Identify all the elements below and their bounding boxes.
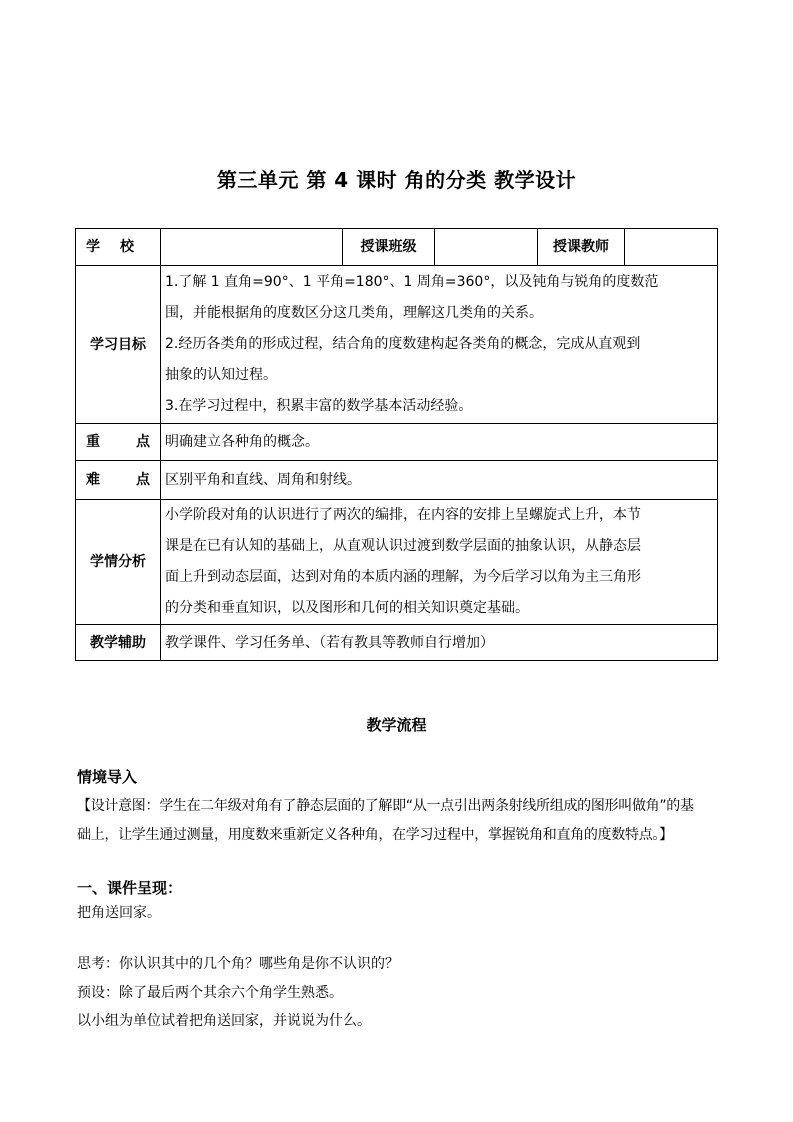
teacher-value	[625, 229, 718, 266]
analysis-content	[161, 500, 718, 625]
analysis-label: 学情分析	[76, 500, 161, 625]
teacher-label: 授课教师	[538, 229, 625, 266]
key-points-label: 重点	[76, 424, 161, 461]
table-row	[76, 500, 718, 625]
part1-heading: 一、课件呈现：	[77, 879, 183, 897]
objective-line: 1.了解 1 直角=90°、1 平角=180°、1 周角=360°，以及钝角与锐角的度数范	[165, 274, 659, 290]
intro-line: 【设计意图：学生在二年级对角有了静态层面的了解即“从一点引出两条射线所组成的图形叫做角”的基	[77, 798, 694, 814]
intro-heading: 情境导入	[77, 768, 138, 786]
analysis-line: 的分类和垂直知识，以及图形和几何的相关知识奠定基础。	[165, 600, 529, 616]
aids-value: 教学课件、学习任务单、（若有教具等教师自行增加）	[161, 625, 718, 661]
objectives-label: 学习目标	[76, 266, 161, 424]
process-heading: 教学流程	[366, 716, 427, 734]
school-value	[161, 229, 343, 266]
page-title: 第三单元 第 4 课时 角的分类 教学设计	[216, 168, 577, 192]
objective-line: 围，并能根据角的度数区分这几类角，理解这几类角的关系。	[165, 305, 543, 321]
group-text: 以小组为单位试着把角送回家，并说说为什么。	[77, 1013, 371, 1029]
table-row	[76, 424, 718, 461]
objective-line: 3.在学习过程中，积累丰富的数学基本活动经验。	[165, 398, 473, 414]
aids-label: 教学辅助	[76, 625, 161, 661]
key-points-value: 明确建立各种角的概念。	[161, 424, 718, 461]
analysis-line: 面上升到动态层面，达到对角的本质内涵的理解，为今后学习以角为主三角形	[165, 569, 641, 585]
lesson-info-table	[75, 228, 718, 661]
table-row	[76, 461, 718, 500]
table-row	[76, 229, 718, 266]
think-text: 思考：你认识其中的几个角？哪些角是你不认识的？	[77, 956, 399, 972]
difficulties-label: 难点	[76, 461, 161, 500]
part1-text: 把角送回家。	[77, 905, 161, 921]
class-label: 授课班级	[343, 229, 435, 266]
preset-text: 预设：除了最后两个其余六个角学生熟悉。	[77, 985, 343, 1001]
school-label: 学校	[76, 229, 161, 266]
difficulties-value: 区别平角和直线、周角和射线。	[161, 461, 718, 500]
objectives-content	[161, 266, 718, 424]
class-value	[435, 229, 538, 266]
table-row	[76, 266, 718, 424]
analysis-line: 课是在已有认知的基础上，从直观认识过渡到数学层面的抽象认识，从静态层	[165, 538, 641, 554]
table-row	[76, 625, 718, 661]
objective-line: 抽象的认知过程。	[165, 367, 277, 383]
analysis-line: 小学阶段对角的认识进行了两次的编排，在内容的安排上呈螺旋式上升，本节	[165, 507, 641, 523]
objective-line: 2.经历各类角的形成过程，结合角的度数建构起各类角的概念，完成从直观到	[165, 336, 641, 352]
intro-line: 础上，让学生通过测量，用度数来重新定义各种角，在学习过程中，掌握锐角和直角的度数特点。】	[77, 827, 673, 843]
